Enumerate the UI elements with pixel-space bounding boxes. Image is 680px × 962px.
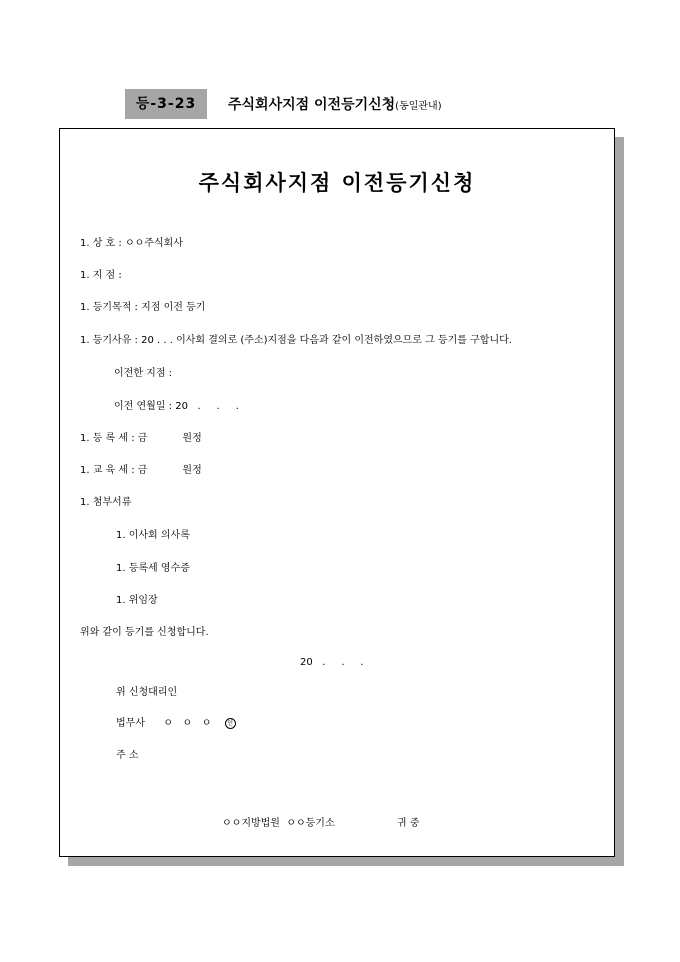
honorific: 귀 중 — [397, 818, 420, 829]
new-branch-label: 이전한 지점 : — [114, 368, 173, 379]
seal-icon: 인 — [225, 718, 236, 729]
header-title — [228, 94, 442, 114]
header-subtitle: (동일관내) — [395, 101, 442, 112]
trade-name-value: ㅇㅇ주식회사 — [124, 238, 183, 249]
reason-label: 1. 등기사유 : — [80, 335, 138, 346]
attachment-item-3: 1. 위임장 — [116, 595, 158, 606]
purpose-line — [80, 301, 205, 315]
attachment-item-1: 1. 이사회 의사록 — [116, 530, 190, 541]
lawyer-name: ㅇ ㅇ ㅇ — [163, 718, 212, 729]
purpose-value: 지점 이전 등기 — [141, 302, 206, 313]
addressee: ㅇㅇ지방법원 ㅇㅇ등기소 — [222, 818, 335, 829]
attachments-label: 1. 첨부서류 — [80, 497, 132, 508]
branch-line — [80, 269, 122, 283]
branch-label: 1. 지 점 : — [80, 270, 122, 281]
attachment-item-2: 1. 등록세 영수증 — [116, 563, 190, 574]
header-title-main: 주식회사지점 이전등기신청 — [228, 97, 396, 113]
reg-tax-value: 금 원정 — [137, 433, 202, 444]
form-code-badge: 등-3-23 — [125, 89, 207, 119]
move-date-line — [114, 400, 239, 414]
lawyer-line — [116, 717, 236, 731]
edu-tax-label: 1. 교 육 세 : — [80, 465, 135, 476]
applicant-label: 위 신청대리인 — [116, 687, 178, 698]
document-title: 주식회사지점 이전등기신청 — [198, 170, 476, 195]
address-label: 주 소 — [116, 750, 139, 761]
purpose-label: 1. 등기목적 : — [80, 302, 138, 313]
move-date-label: 이전 연월일 : — [114, 401, 173, 412]
reason-line — [80, 334, 512, 348]
date-line: 20 . . . — [300, 657, 364, 668]
new-branch-line — [114, 367, 172, 381]
edu-tax-line — [80, 464, 202, 478]
trade-name-line — [80, 237, 183, 251]
addressee-line — [222, 817, 420, 831]
reg-tax-label: 1. 등 록 세 : — [80, 433, 135, 444]
reg-tax-line — [80, 432, 202, 446]
closing-statement: 위와 같이 등기를 신청합니다. — [80, 627, 209, 638]
move-date-value: 20 . . . — [175, 401, 239, 412]
reason-value: 20 . . . 이사회 결의로 (주소)지점을 다음과 같이 이전하였으므로 그 등기를 구합니다. — [141, 335, 512, 346]
lawyer-label: 법무사 — [116, 718, 145, 729]
document-sheet — [59, 128, 615, 857]
edu-tax-value: 금 원정 — [137, 465, 202, 476]
trade-name-label: 1. 상 호 : — [80, 238, 122, 249]
